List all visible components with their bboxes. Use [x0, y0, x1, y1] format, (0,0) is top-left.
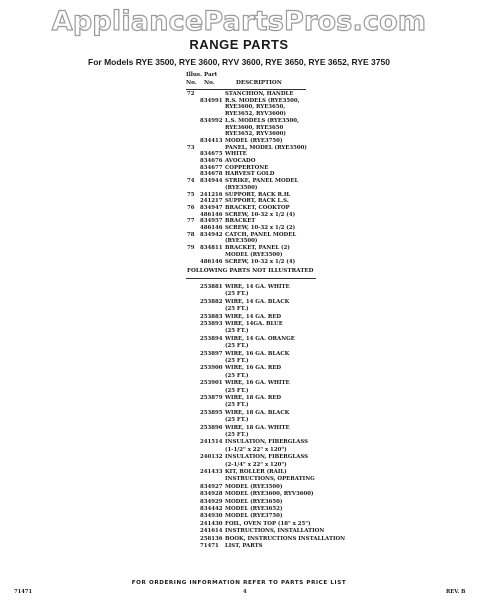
cell-desc: WIRE, 16 GA. RED: [225, 365, 282, 372]
cell-desc: STRIKE, PANEL MODEL: [225, 178, 299, 185]
cell-part: 240132: [200, 454, 223, 461]
section-divider: [186, 278, 316, 279]
cell-part: 834675: [200, 151, 223, 158]
cell-desc: MODEL (RYE3500): [225, 251, 283, 258]
cell-desc: INSULATION, FIBERGLASS: [225, 439, 309, 446]
footer-revision: REV. B: [446, 589, 466, 595]
cell-desc: WIRE, 16 GA. WHITE: [225, 380, 290, 387]
section-title: FOLLOWING PARTS NOT ILLUSTRATED: [187, 268, 314, 274]
cell-part: 253881: [200, 284, 223, 290]
cell-part: 241217: [200, 198, 223, 205]
cell-desc: WIRE, 14 GA. BLACK: [225, 298, 290, 305]
cell-desc: INSULATION, FIBERGLASS: [225, 454, 309, 461]
cell-desc: KIT, ROLLER (RAIL): [225, 469, 287, 475]
cell-desc: BOOK, INSTRUCTIONS INSTALLATION: [225, 535, 346, 542]
cell-ill: 76: [187, 204, 195, 211]
cell-desc: MODEL (RYE3750): [225, 513, 283, 520]
cell-desc: MODEL (RYE3652): [225, 506, 283, 512]
cell-part: 834942: [200, 231, 223, 238]
cell-desc: AVOCADO: [225, 158, 256, 164]
watermark-text: AppliancePartsPros.com: [51, 6, 427, 37]
footer-part-number: 71471: [14, 589, 33, 595]
cell-desc: WIRE, 14 GA. WHITE: [225, 284, 290, 290]
cell-desc: INSTRUCTIONS, INSTALLATION: [225, 528, 325, 535]
header-illus-no: No.: [186, 80, 197, 86]
cell-part: 834676: [200, 158, 223, 164]
cell-desc: (25 FT.): [225, 417, 249, 424]
cell-desc: BRACKET: [225, 218, 256, 225]
cell-part: 834928: [200, 491, 223, 498]
cell-desc: MODEL (RYE3600, RYV3600): [225, 491, 314, 498]
cell-part: 253893: [200, 321, 223, 327]
cell-ill: 78: [187, 231, 195, 238]
cell-desc: SCREW, 10-32 x 1/2 (2): [225, 225, 296, 231]
cell-desc: SCREW, 10-32 x 1/2 (4): [225, 211, 296, 218]
cell-part: 486146: [200, 258, 223, 265]
cell-desc: HARVEST GOLD: [225, 171, 275, 178]
cell-part: 834944: [200, 178, 223, 185]
cell-desc: MODEL (RYE3650): [225, 498, 283, 505]
cell-desc: WIRE, 18 GA. BLACK: [225, 409, 290, 416]
table-row: [0, 258, 478, 266]
cell-part: 241430: [200, 520, 223, 527]
cell-desc: SCREW, 10-32 x 1/2 (4): [225, 258, 296, 265]
cell-part: 486146: [200, 225, 223, 231]
cell-part: 834991: [200, 97, 223, 104]
cell-desc: (1-1/2" x 22" x 120"): [225, 446, 287, 453]
cell-part: 834929: [200, 498, 223, 505]
header-illus-label: Illus.: [186, 72, 203, 78]
cell-part: 834677: [200, 164, 223, 171]
cell-desc: PANEL, MODEL (RYE3500): [225, 144, 307, 151]
cell-desc: (25 FT.): [225, 387, 249, 394]
cell-part: 253896: [200, 424, 223, 431]
models-subtitle: For Models RYE 3500, RYE 3600, RYV 3600, RYE 3650, RYE 3652, RYE 3750: [88, 57, 390, 67]
cell-desc: WIRE, 18 GA. WHITE: [225, 424, 290, 431]
cell-part: 253897: [200, 350, 223, 357]
cell-desc: MODEL (RYE3750): [225, 137, 283, 144]
cell-desc: WIRE, 16 GA. BLACK: [225, 350, 290, 357]
cell-desc: SUPPORT, RACK L.S.: [225, 198, 289, 205]
cell-part: 834442: [200, 506, 223, 512]
cell-desc: BRACKET, COOKTOP: [225, 204, 290, 211]
cell-desc: LIST, PARTS: [225, 543, 263, 549]
cell-ill: 72: [187, 91, 195, 97]
cell-desc: (25 FT.): [225, 328, 249, 335]
cell-desc: WIRE, 14 GA. RED: [225, 313, 282, 320]
cell-desc: (25 FT.): [225, 372, 249, 379]
cell-part: 834811: [200, 245, 223, 252]
cell-ill: 77: [187, 218, 195, 225]
cell-desc: BRACKET, PANEL (2): [225, 245, 290, 252]
cell-desc: R.S. MODELS (RYE3500,: [225, 97, 300, 104]
cell-part: 834930: [200, 513, 223, 520]
header-description: DESCRIPTION: [236, 80, 282, 86]
page-title: RANGE PARTS: [189, 37, 289, 52]
cell-desc: (RYE3500): [225, 238, 258, 245]
footer-page-number: 4: [243, 589, 247, 595]
footer-notice: FOR ORDERING INFORMATION REFER TO PARTS PRICE LIST: [131, 580, 347, 586]
cell-desc: STANCHION, HANDLE: [225, 91, 294, 97]
table-row: [0, 542, 478, 550]
cell-part: 241514: [200, 439, 223, 446]
cell-desc: L.S. MODELS (RYE3500,: [225, 117, 299, 124]
cell-ill: 73: [187, 144, 195, 151]
cell-desc: CATCH, PANEL MODEL: [225, 231, 297, 238]
cell-desc: RYE3600, RYE3650: [225, 124, 284, 131]
cell-part: 834957: [200, 218, 223, 225]
cell-ill: 75: [187, 191, 195, 198]
cell-desc: (2-1/4" x 22" x 120"): [225, 461, 287, 468]
cell-part: 71471: [200, 543, 219, 549]
cell-desc: RYE3652, RYV3600): [225, 111, 286, 118]
cell-desc: (25 FT.): [225, 358, 249, 364]
cell-part: 241614: [200, 528, 223, 535]
cell-part: 486146: [200, 211, 223, 218]
header-part-label: Part: [204, 72, 218, 78]
cell-part: 834927: [200, 483, 223, 490]
cell-desc: (25 FT.): [225, 343, 249, 350]
header-part-no: No.: [204, 80, 215, 86]
cell-desc: INSTRUCTIONS, OPERATING: [225, 476, 315, 483]
cell-desc: SUPPORT, RACK R.H.: [225, 191, 291, 198]
cell-desc: FOIL, OVEN TOP (18" x 25"): [225, 520, 311, 527]
cell-desc: COPPERTONE: [225, 164, 269, 171]
cell-desc: WIRE, 14 GA. ORANGE: [225, 335, 295, 342]
cell-desc: RYE3600, RYE3650,: [225, 104, 286, 111]
cell-part: 834678: [200, 171, 223, 178]
cell-part: 834947: [200, 204, 223, 211]
cell-desc: WIRE, 18 GA. RED: [225, 395, 282, 401]
cell-desc: (25 FT.): [225, 432, 249, 438]
cell-desc: (25 FT.): [225, 402, 249, 409]
cell-part: 834413: [200, 137, 223, 144]
cell-part: 253900: [200, 365, 223, 372]
cell-part: 253895: [200, 409, 223, 416]
cell-desc: RYE3652, RYV3600): [225, 131, 286, 138]
cell-ill: 79: [187, 245, 195, 252]
cell-ill: 74: [187, 178, 195, 185]
cell-desc: (25 FT.): [225, 306, 249, 313]
cell-part: 241433: [200, 469, 223, 475]
cell-part: 834992: [200, 117, 223, 124]
cell-desc: (RYE3500): [225, 184, 258, 191]
cell-desc: WHITE: [225, 151, 247, 158]
cell-part: 253901: [200, 380, 223, 387]
cell-part: 241216: [200, 191, 223, 198]
cell-part: 258136: [200, 535, 223, 542]
cell-part: 253883: [200, 313, 223, 320]
cell-desc: (25 FT.): [225, 291, 249, 298]
cell-part: 253879: [200, 395, 223, 401]
cell-desc: MODEL (RYE3500): [225, 483, 283, 490]
cell-part: 253882: [200, 298, 223, 305]
cell-part: 253894: [200, 335, 223, 342]
cell-desc: WIRE, 14GA. BLUE: [225, 321, 283, 327]
